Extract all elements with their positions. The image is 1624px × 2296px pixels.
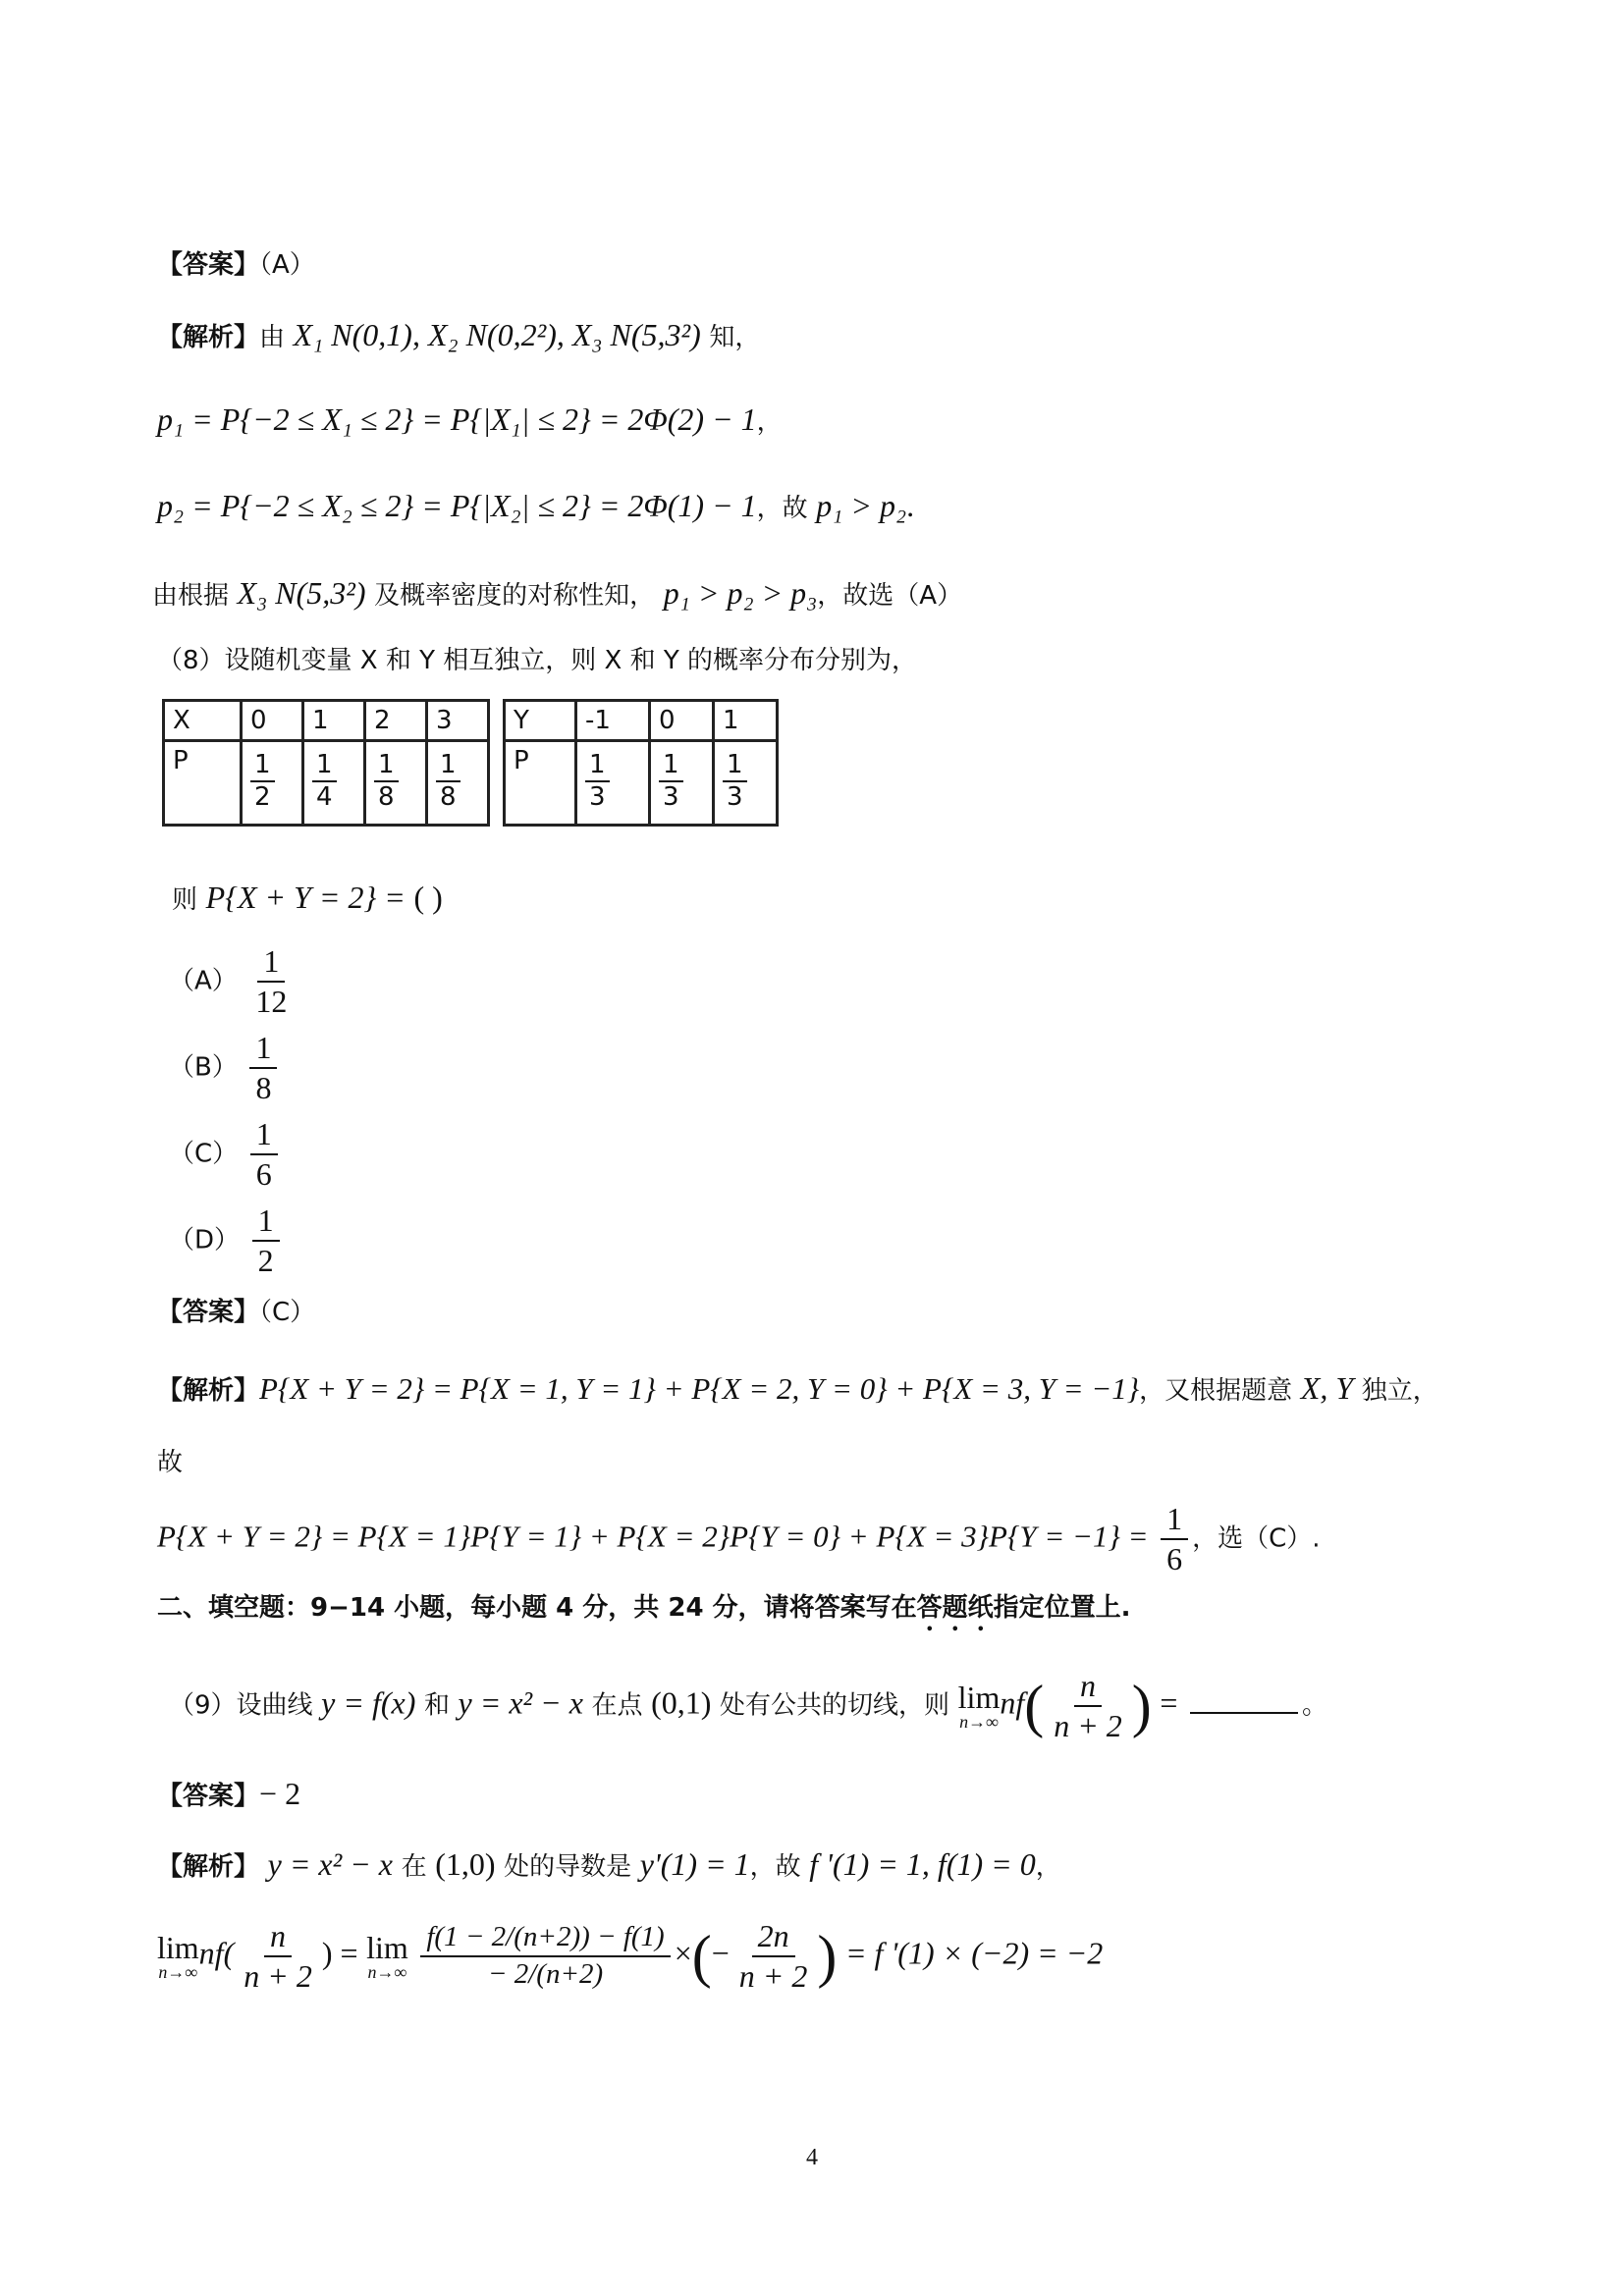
- lim-top-2: lim: [366, 1930, 408, 1966]
- paren-num: 2n: [752, 1919, 795, 1957]
- a9-tail: ，: [1035, 1852, 1061, 1882]
- analysis-suffix: 知，: [709, 323, 761, 352]
- analysis-9: [157, 1845, 1061, 1883]
- q9-mid1: 和: [423, 1690, 450, 1721]
- question-8-ask: [172, 879, 443, 916]
- a9-mid3: ，故: [749, 1852, 801, 1882]
- frac-num: 1: [723, 750, 747, 782]
- ask-prefix: 则: [172, 885, 198, 915]
- table-x-cell: [427, 741, 489, 826]
- times-sign: ×: [674, 1935, 692, 1971]
- option-num: 1: [252, 1203, 280, 1242]
- lim-result: = f '(1) × (−2) = −2: [844, 1935, 1104, 1971]
- q9-point: (0,1): [651, 1684, 712, 1721]
- q9-mid3: 处有公共的切线，则: [720, 1690, 950, 1721]
- a9-expr2: y'(1) = 1: [639, 1846, 750, 1882]
- option-label: （D）: [169, 1225, 241, 1255]
- a9-mid2: 处的导数是: [504, 1852, 632, 1882]
- q9-tail: 。: [1302, 1690, 1328, 1721]
- equation-final: [157, 1502, 1321, 1576]
- analysis-label: 【解析】: [157, 1376, 260, 1406]
- frac-num: 1: [659, 750, 683, 782]
- frac-num: 1: [374, 750, 399, 782]
- p2-expr: p₂ = P{−2 ≤ X₂ ≤ 2} = P{|X₂| ≤ 2} = 2Φ(1) − 1: [157, 488, 757, 523]
- conclusion-expr1: X₃ N(5,3²): [237, 575, 366, 611]
- big-frac-den: − 2/(n+2): [487, 1958, 604, 1991]
- answer-value: （C）: [259, 1298, 316, 1327]
- answer-label: 【答案】: [157, 1298, 260, 1327]
- analysis-2: [157, 1369, 1438, 1407]
- lim-top: lim: [157, 1930, 199, 1966]
- lim-sub: n→∞: [158, 1962, 198, 1983]
- frac-den: 3: [589, 782, 606, 813]
- frac-den: 4: [316, 782, 333, 813]
- equation-limit: lim n→∞ nf( $\frac{n}{n + 2}$ ) = lim n→∞ $\frac{f(1 - 2/(n+2)) - f(1)}{- 2/(n+2)}$ ×(− $\frac{2n}{n + 2}$ ) = f '(1) × (−2) = −2: [157, 1918, 1104, 1995]
- final-num: 1: [1161, 1502, 1188, 1540]
- table-y-row-label: P: [505, 741, 576, 826]
- answer-9: [157, 1775, 300, 1812]
- big-frac-num: f(1 − 2/(n+2)) − f(1): [420, 1922, 670, 1957]
- equation-p1: [157, 400, 783, 438]
- analysis-label: 【解析】: [157, 1852, 260, 1882]
- analysis-2-mid: ，又根据题意: [1139, 1376, 1293, 1406]
- table-y-head: Y: [505, 701, 576, 741]
- section-text-a: 二、填空题：9−14 小题，每小题 4 分，共 24 分，请将答案写在: [157, 1593, 917, 1623]
- q9-mid2: 在点: [591, 1690, 643, 1721]
- option-d: [169, 1203, 284, 1278]
- section-2-heading: [157, 1593, 1131, 1637]
- answer-blank: [1190, 1688, 1298, 1714]
- q9-expr1: y = f(x): [321, 1684, 416, 1721]
- analysis-prefix: 由: [259, 323, 286, 352]
- option-den: 6: [255, 1156, 272, 1193]
- option-num: 1: [249, 1031, 277, 1069]
- a9-expr3: f '(1) = 1, f(1) = 0: [809, 1846, 1036, 1882]
- equation-p2: [157, 487, 914, 524]
- option-label: （A）: [169, 966, 238, 996]
- option-den: 2: [257, 1243, 274, 1279]
- q9-frac-den: n + 2: [1054, 1708, 1122, 1744]
- answer-label: 【答案】: [157, 1782, 260, 1811]
- q9-expr2: y = x² − x: [458, 1684, 583, 1721]
- frac-num: 1: [436, 750, 460, 782]
- analysis-2-tail: 独立，: [1361, 1376, 1438, 1406]
- table-y-head: 0: [650, 701, 714, 741]
- option-label: （C）: [169, 1139, 239, 1169]
- q9-lim-sub: n→∞: [959, 1712, 999, 1733]
- option-num: 1: [257, 944, 285, 983]
- conclusion-expr2: p₁ > p₂ > p₃: [663, 575, 818, 611]
- analysis-2-expr: P{X + Y = 2} = P{X = 1, Y = 1} + P{X = 2, Y = 0} + P{X = 3, Y = −1}: [259, 1371, 1140, 1406]
- conclusion-prefix: 由根据: [152, 581, 230, 611]
- ask-expr: P{X + Y = 2} =: [205, 880, 406, 915]
- frac-den: 8: [440, 782, 457, 813]
- table-y-cell: [650, 741, 714, 826]
- q9-frac-num: n: [1074, 1669, 1102, 1707]
- frac-num: 1: [585, 750, 610, 782]
- table-x-cell: [242, 741, 303, 826]
- lim-lhs: nf(: [198, 1935, 235, 1971]
- analysis-label: 【解析】: [157, 323, 260, 352]
- table-x-row-label: P: [164, 741, 242, 826]
- q9-nf: nf: [1000, 1684, 1025, 1721]
- answer-value: （A）: [259, 250, 315, 280]
- table-x-cell: [303, 741, 365, 826]
- ask-blank: ( ): [413, 880, 443, 915]
- gu-text: 故: [157, 1448, 184, 1477]
- table-y-head: -1: [576, 701, 650, 741]
- section-text-b: 指定位置上.: [993, 1593, 1131, 1623]
- answer-c: [157, 1298, 315, 1328]
- q9-lim: lim: [957, 1680, 1001, 1716]
- conclusion-tail: ，故选（A）: [817, 581, 963, 611]
- frac-den: 3: [663, 782, 679, 813]
- paren-den: n + 2: [738, 1958, 808, 1995]
- lim-sub-2: n→∞: [367, 1962, 407, 1983]
- q9-prefix: （9）设曲线: [169, 1690, 313, 1721]
- answer-a: [157, 250, 315, 281]
- a9-mid1: 在: [401, 1852, 427, 1882]
- frac-num: 1: [312, 750, 337, 782]
- answer-label: 【答案】: [157, 250, 260, 280]
- q9-eq: =: [1160, 1684, 1178, 1721]
- frac-den: 8: [378, 782, 395, 813]
- lim-lhs-close: ) =: [321, 1935, 358, 1971]
- table-x: [162, 699, 490, 827]
- frac-den: 3: [727, 782, 743, 813]
- a9-expr1: y = x² − x: [267, 1846, 393, 1882]
- table-y-cell: [714, 741, 778, 826]
- conclusion-1: [152, 574, 962, 612]
- table-x-cell: [365, 741, 427, 826]
- p2-conclusion: p₁ > p₂: [816, 488, 907, 523]
- table-y-cell: [576, 741, 650, 826]
- option-num: 1: [250, 1117, 278, 1155]
- final-den: 6: [1166, 1541, 1183, 1577]
- final-expr: P{X + Y = 2} = P{X = 1}P{Y = 1} + P{X = 2}P{Y = 0} + P{X = 3}P{Y = −1} =: [157, 1519, 1149, 1554]
- lim-lhs-den: n + 2: [244, 1958, 312, 1995]
- option-den: 12: [255, 984, 288, 1020]
- p2-mid: ，故: [756, 494, 808, 523]
- option-label: （B）: [169, 1052, 238, 1083]
- table-x-head: 0: [242, 701, 303, 741]
- table-x-head: X: [164, 701, 242, 741]
- table-x-head: 2: [365, 701, 427, 741]
- a9-point: (1,0): [435, 1846, 496, 1882]
- frac-num: 1: [250, 750, 275, 782]
- page-number: 4: [806, 2145, 818, 2170]
- lim-lhs-num: n: [264, 1919, 292, 1957]
- table-y: [503, 699, 779, 827]
- p2-tail: .: [906, 488, 915, 523]
- section-text-emphasis: 答题纸: [916, 1593, 994, 1623]
- table-x-head: 3: [427, 701, 489, 741]
- table-x-head: 1: [303, 701, 365, 741]
- p1-tail: ，: [756, 407, 783, 437]
- analysis-1: [157, 316, 760, 353]
- conclusion-mid: 及概率密度的对称性知，: [374, 581, 656, 611]
- frac-den: 2: [254, 782, 271, 813]
- option-a: [169, 944, 297, 1019]
- question-8-text: （8）设随机变量 X 和 Y 相互独立，则 X 和 Y 的概率分布分别为，: [157, 646, 918, 675]
- distribution-expr: X₁ N(0,1), X₂ N(0,2²), X₃ N(5,3²): [293, 317, 701, 352]
- option-b: [169, 1031, 281, 1105]
- option-den: 8: [255, 1070, 272, 1106]
- table-y-head: 1: [714, 701, 778, 741]
- final-tail: ，选（C）.: [1192, 1523, 1321, 1554]
- p1-expr: p₁ = P{−2 ≤ X₁ ≤ 2} = P{|X₁| ≤ 2} = 2Φ(2) − 1: [157, 401, 757, 437]
- analysis-2-vars: X, Y: [1300, 1370, 1354, 1406]
- answer-value: − 2: [259, 1776, 301, 1811]
- option-c: [169, 1117, 282, 1192]
- question-9: （9）设曲线 y = f(x) 和 y = x² − x 在点 (0,1) 处有公共的切线，则 lim n→∞ nf( $\frac{n}{n + 2}$ ) = 。: [169, 1668, 1328, 1744]
